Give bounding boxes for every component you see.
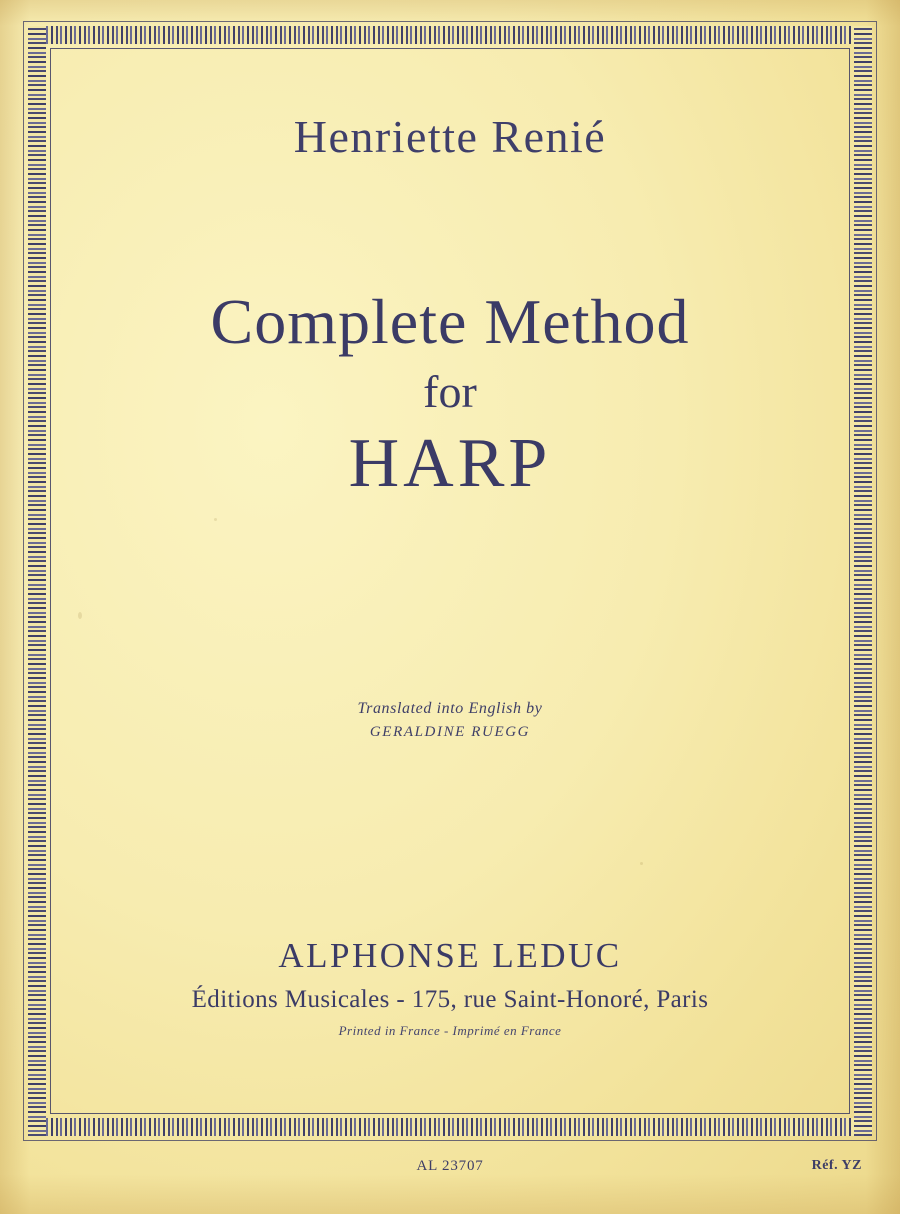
publisher-name: ALPHONSE LEDUC	[278, 936, 622, 975]
translator-credit	[50, 700, 850, 741]
frame-band-top	[28, 26, 872, 44]
printed-in-france-notice: Printed in France - Imprimé en France	[338, 1023, 562, 1038]
title-instrument: HARP	[348, 425, 552, 503]
reference-code: Réf. YZ	[811, 1158, 862, 1173]
cover-content	[50, 48, 850, 1114]
translator-credit-label: Translated into English by	[357, 700, 543, 718]
frame-band-left	[28, 26, 46, 1136]
translator-name: GERALDINE RUEGG	[369, 724, 531, 741]
page-footer	[28, 1158, 872, 1188]
publisher-address: Éditions Musicales - 175, rue Saint-Honoré, Paris	[191, 986, 709, 1013]
composer-name: Henriette Renié	[293, 111, 607, 162]
title-main: Complete Method	[210, 286, 690, 357]
catalog-number: AL 23707	[416, 1158, 484, 1174]
frame-band-right	[854, 26, 872, 1136]
title-connector: for	[423, 366, 477, 418]
frame-band-bottom	[28, 1118, 872, 1136]
publisher-block	[50, 936, 850, 1039]
